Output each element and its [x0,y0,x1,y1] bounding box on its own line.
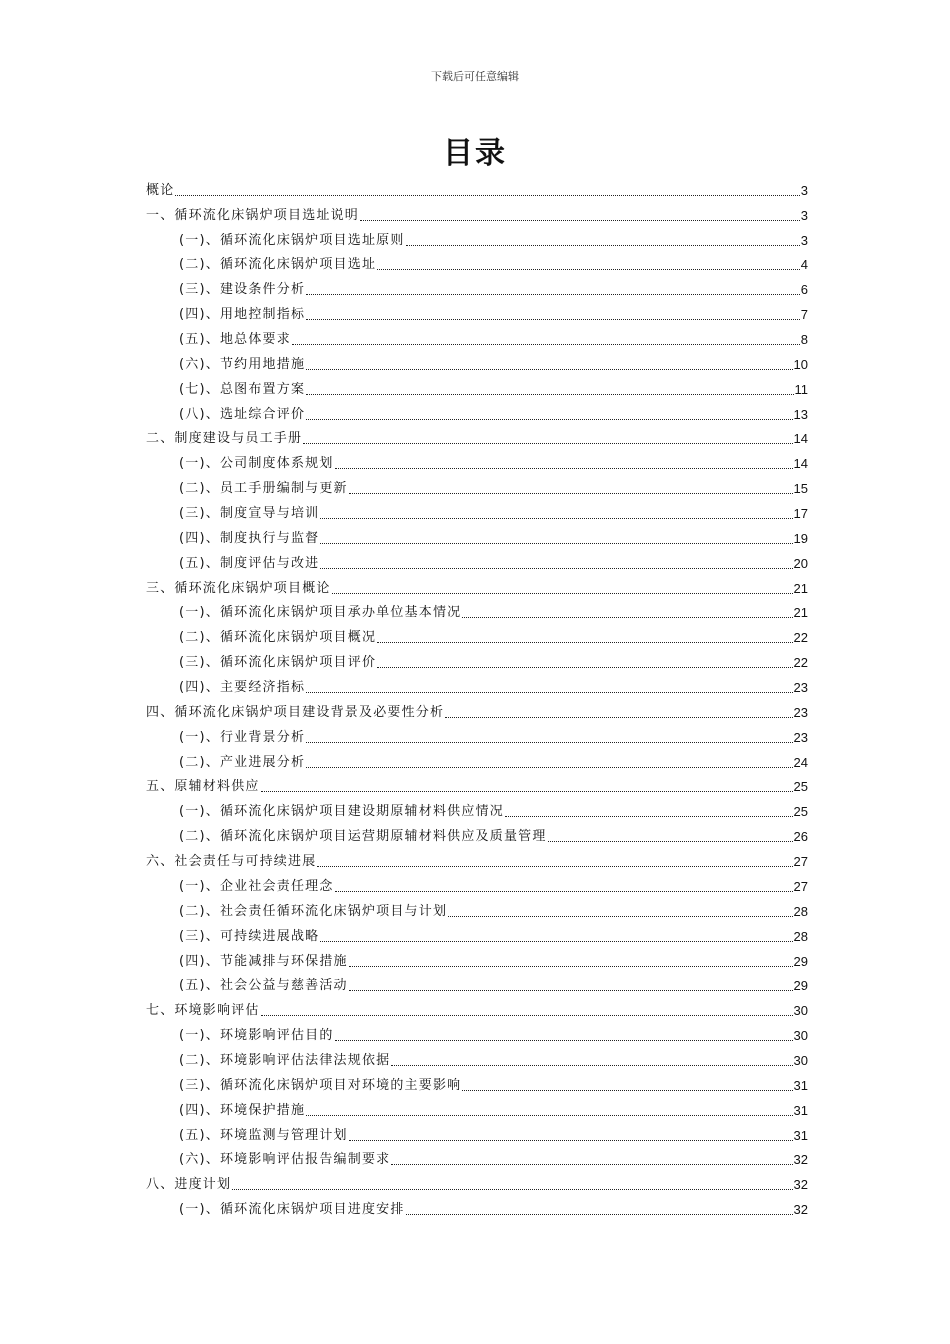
toc-entry-label: 概论 [146,182,175,198]
toc-entry-page-number: 15 [793,481,808,497]
toc-entry-label: (二)、产业进展分析 [179,754,306,770]
toc-dot-leader [349,1140,793,1141]
toc-entry-label: (八)、选址综合评价 [179,406,306,422]
toc-entry-label: (三)、循环流化床锅炉项目评价 [179,655,377,671]
toc-entry-page-number: 14 [793,456,808,472]
toc-entry-label: 七、环境影响评估 [146,1003,260,1019]
toc-entry[interactable] [146,672,808,697]
toc-dot-leader [306,294,800,295]
toc-entry[interactable] [146,871,808,896]
toc-entry[interactable] [146,722,808,747]
toc-entry-page-number: 6 [800,282,808,298]
toc-entry-label: (五)、环境监测与管理计划 [179,1127,348,1143]
toc-dot-leader [377,269,800,270]
toc-entry[interactable] [146,747,808,772]
toc-dot-leader [391,1065,792,1066]
toc-dot-leader [505,816,793,817]
toc-entry[interactable] [146,349,808,374]
toc-entry-label: (四)、节能减排与环保措施 [179,953,348,969]
toc-entry-page-number: 23 [793,729,808,745]
toc-entry[interactable] [146,573,808,598]
toc-entry[interactable] [146,1169,808,1194]
toc-entry-label: (二)、循环流化床锅炉项目选址 [179,257,377,273]
toc-entry[interactable] [146,299,808,324]
toc-entry-label: (六)、环境影响评估报告编制要求 [179,1152,391,1168]
toc-entry-label: (一)、企业社会责任理念 [179,878,334,894]
toc-dot-leader [317,866,792,867]
toc-entry-page-number: 30 [793,1052,808,1068]
toc-entry-label: (三)、制度宣导与培训 [179,506,320,522]
toc-entry-page-number: 28 [793,928,808,944]
toc-dot-leader [306,419,792,420]
toc-dot-leader [462,1090,792,1091]
toc-entry-label: (三)、可持续进展战略 [179,928,320,944]
toc-dot-leader [306,394,793,395]
toc-dot-leader [360,220,800,221]
toc-entry-label: (二)、循环流化床锅炉项目运营期原辅材料供应及质量管理 [179,829,547,845]
toc-entry[interactable] [146,448,808,473]
toc-dot-leader [406,1214,793,1215]
toc-entry-label: (六)、节约用地措施 [179,356,306,372]
toc-entry-page-number: 26 [793,829,808,845]
toc-entry-page-number: 22 [793,655,808,671]
toc-entry[interactable] [146,498,808,523]
toc-entry-page-number: 19 [793,530,808,546]
toc-entry-page-number: 11 [794,381,808,397]
header-note: 下载后可任意编辑 [431,70,519,83]
toc-dot-leader [377,667,792,668]
toc-dot-leader [306,767,792,768]
toc-dot-leader [548,841,793,842]
toc-entry-page-number: 7 [800,307,808,323]
toc-entry[interactable] [146,1045,808,1070]
toc-entry[interactable] [146,598,808,623]
toc-entry-label: (一)、循环流化床锅炉项目建设期原辅材料供应情况 [179,804,504,820]
toc-entry-label: (一)、循环流化床锅炉项目选址原则 [179,232,405,248]
toc-dot-leader [261,791,793,792]
toc-entry-page-number: 27 [793,878,808,894]
toc-entry[interactable] [146,647,808,672]
toc-entry-label: (四)、主要经济指标 [179,680,306,696]
toc-entry-page-number: 32 [793,1177,808,1193]
toc-entry-label: (一)、循环流化床锅炉项目进度安排 [179,1202,405,1218]
toc-entry[interactable] [146,896,808,921]
toc-dot-leader [448,916,792,917]
toc-entry[interactable] [146,399,808,424]
toc-entry-page-number: 25 [793,779,808,795]
toc-entry-label: (二)、社会责任循环流化床锅炉项目与计划 [179,903,448,919]
toc-entry-label: 四、循环流化床锅炉项目建设背景及必要性分析 [146,704,445,720]
toc-entry[interactable] [146,921,808,946]
toc-dot-leader [349,493,793,494]
toc-entry-label: (五)、社会公益与慈善活动 [179,978,348,994]
toc-entry-page-number: 3 [800,232,808,248]
toc-entry-page-number: 29 [793,978,808,994]
toc-entry-label: (二)、环境影响评估法律法规依据 [179,1052,391,1068]
toc-entry-page-number: 21 [793,580,808,596]
toc-entry-label: (二)、循环流化床锅炉项目概况 [179,630,377,646]
toc-entry[interactable] [146,1145,808,1170]
toc-entry-page-number: 30 [793,1003,808,1019]
toc-entry-label: 二、制度建设与员工手册 [146,431,303,447]
toc-entry-page-number: 10 [793,356,808,372]
toc-dot-leader [377,642,792,643]
toc-entry-label: (五)、制度评估与改进 [179,555,320,571]
toc-dot-leader [306,369,792,370]
toc-dot-leader [335,891,793,892]
toc-entry[interactable] [146,473,808,498]
toc-entry-page-number: 3 [800,182,808,198]
toc-entry[interactable] [146,995,808,1020]
toc-entry-label: (四)、环境保护措施 [179,1102,306,1118]
toc-entry-label: (一)、环境影响评估目的 [179,1028,334,1044]
toc-entry[interactable] [146,225,808,250]
toc-dot-leader [175,195,799,196]
toc-entry-label: 六、社会责任与可持续进展 [146,854,317,870]
toc-entry-label: (一)、循环流化床锅炉项目承办单位基本情况 [179,605,462,621]
toc-entry[interactable] [146,374,808,399]
toc-entry-label: (二)、员工手册编制与更新 [179,481,348,497]
toc-entry-page-number: 23 [793,704,808,720]
toc-entry[interactable] [146,274,808,299]
toc-dot-leader [306,742,792,743]
toc-entry[interactable] [146,523,808,548]
toc-entry-label: 一、循环流化床锅炉项目选址说明 [146,207,360,223]
toc-dot-leader [306,1115,792,1116]
toc-entry-label: 五、原辅材料供应 [146,779,260,795]
toc-entry[interactable] [146,796,808,821]
toc-entry-page-number: 31 [793,1077,808,1093]
toc-entry[interactable] [146,324,808,349]
toc-dot-leader [349,966,793,967]
toc-entry[interactable] [146,1095,808,1120]
toc-dot-leader [462,617,792,618]
toc-entry-page-number: 31 [793,1127,808,1143]
toc-entry[interactable] [146,200,808,225]
toc-dot-leader [306,319,800,320]
toc-entry-label: (七)、总图布置方案 [179,381,306,397]
toc-entry-label: (一)、公司制度体系规划 [179,456,334,472]
toc-entry[interactable] [146,622,808,647]
toc-entry-page-number: 29 [793,953,808,969]
toc-entry[interactable] [146,250,808,275]
toc-dot-leader [320,543,792,544]
toc-entry[interactable] [146,1194,808,1219]
toc-entry-page-number: 3 [800,207,808,223]
toc-entry-page-number: 31 [793,1102,808,1118]
toc-entry-label: (一)、行业背景分析 [179,729,306,745]
toc-entry-page-number: 21 [793,605,808,621]
toc-list [146,175,808,1219]
toc-entry-page-number: 32 [793,1202,808,1218]
toc-entry-page-number: 23 [793,680,808,696]
toc-dot-leader [320,568,792,569]
toc-dot-leader [303,443,792,444]
toc-entry-page-number: 24 [793,754,808,770]
toc-entry[interactable] [146,1070,808,1095]
toc-entry-page-number: 30 [793,1028,808,1044]
toc-dot-leader [445,717,792,718]
toc-entry-page-number: 28 [793,903,808,919]
toc-entry[interactable] [146,946,808,971]
toc-entry[interactable] [146,1020,808,1045]
toc-dot-leader [232,1189,792,1190]
toc-dot-leader [335,468,793,469]
toc-entry-page-number: 20 [793,555,808,571]
toc-entry[interactable] [146,821,808,846]
toc-entry-label: (四)、用地控制指标 [179,307,306,323]
toc-dot-leader [320,518,792,519]
toc-dot-leader [320,941,792,942]
toc-entry[interactable] [146,1120,808,1145]
toc-entry[interactable] [146,175,808,200]
toc-dot-leader [261,1015,793,1016]
toc-dot-leader [391,1164,792,1165]
toc-entry-page-number: 4 [800,257,808,273]
toc-dot-leader [292,344,800,345]
toc-dot-leader [406,245,800,246]
toc-entry-page-number: 17 [793,506,808,522]
toc-entry-page-number: 8 [800,332,808,348]
toc-entry-label: (三)、建设条件分析 [179,282,306,298]
toc-dot-leader [306,692,792,693]
toc-entry[interactable] [146,846,808,871]
toc-dot-leader [349,990,793,991]
toc-entry[interactable] [146,548,808,573]
toc-entry-label: (三)、循环流化床锅炉项目对环境的主要影响 [179,1077,462,1093]
toc-entry-label: (四)、制度执行与监督 [179,530,320,546]
toc-entry-page-number: 13 [793,406,808,422]
toc-dot-leader [332,593,793,594]
toc-entry[interactable] [146,424,808,449]
toc-entry-page-number: 27 [793,854,808,870]
toc-entry-page-number: 14 [793,431,808,447]
toc-entry-page-number: 22 [793,630,808,646]
toc-entry-label: (五)、地总体要求 [179,332,291,348]
toc-entry-page-number: 32 [793,1152,808,1168]
toc-entry-label: 八、进度计划 [146,1177,232,1193]
toc-title: 目录 [443,136,507,171]
toc-entry[interactable] [146,697,808,722]
toc-entry[interactable] [146,772,808,797]
toc-entry[interactable] [146,971,808,996]
toc-dot-leader [335,1040,793,1041]
toc-entry-page-number: 25 [793,804,808,820]
toc-entry-label: 三、循环流化床锅炉项目概论 [146,580,331,596]
